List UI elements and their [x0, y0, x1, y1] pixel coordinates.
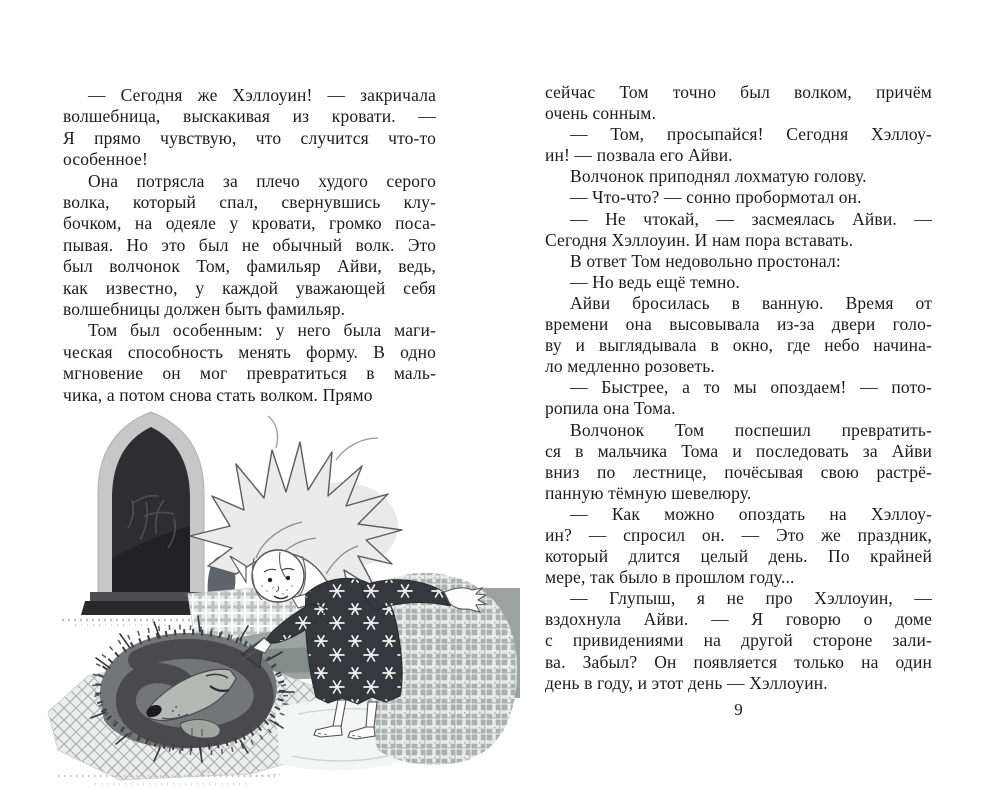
- text-line: ву и выглядывала в окно, где небо начина-: [545, 335, 932, 356]
- paragraph: [63, 85, 436, 171]
- text-line: сейчас Том точно был волком, причём: [545, 82, 932, 102]
- paragraph: [545, 588, 932, 693]
- text-line: Сегодня Хэллоуин. И нам пора вставать.: [545, 229, 854, 250]
- text-line: день в году, и этот день — Хэллоуин.: [545, 672, 828, 693]
- text-line: волка, который спал, свернувшись клу-: [63, 192, 436, 213]
- text-line: — Быстрее, а то мы опоздаем! — пото-: [570, 377, 932, 398]
- text-line: пывая. Но это был не обычный волк. Это: [63, 234, 436, 255]
- text-line: Она потрясла за плечо худого серого: [88, 170, 436, 191]
- paragraph: [545, 377, 932, 419]
- text-line: — Том, просыпайся! Сегодня Хэллоу-: [570, 124, 932, 145]
- paragraph: [63, 320, 436, 406]
- text-line: мере, так было в прошлом году...: [545, 567, 795, 588]
- text-line: очень сонным.: [545, 103, 656, 124]
- text-line: времени она высовывала из-за двери голо-: [545, 314, 932, 335]
- paragraph: [545, 251, 932, 272]
- paragraph: [545, 187, 932, 208]
- text-line: В ответ Том недовольно простонал:: [570, 250, 841, 271]
- text-line: Волчонок Том поспешил превратить-: [570, 419, 932, 440]
- text-line: чика, а потом снова стать волком. Прямо: [63, 384, 373, 405]
- text-line: волшебницы должен быть фамильяр.: [63, 299, 346, 320]
- paragraph: [545, 82, 932, 124]
- text-line: волшебница, выскакивая из кровати. —: [63, 106, 436, 127]
- paragraph: [545, 504, 932, 588]
- paragraph: [545, 272, 932, 293]
- text-line: был волчонок Том, фамильяр Айви, ведь,: [63, 256, 436, 277]
- text-line: с привидениями на другой стороне зали-: [545, 630, 932, 651]
- paragraph: [545, 293, 932, 377]
- paragraph: [545, 420, 932, 504]
- paragraph: [63, 171, 436, 321]
- illustration-witch-and-wolf: [40, 408, 520, 794]
- text-line: ва. Забыл? Он появляется только на один: [545, 651, 932, 672]
- text-line: ропила она Тома.: [545, 398, 676, 419]
- text-line: — Глупыш, я не про Хэллоуин, —: [570, 588, 932, 609]
- text-line: особенное!: [63, 149, 148, 170]
- paragraph: [545, 166, 932, 187]
- text-line: ин! — позвала его Айви.: [545, 145, 733, 166]
- text-line: Том был особенным: у него была маги-: [88, 320, 436, 341]
- text-line: ся в мальчика Тома и последовать за Айви: [545, 440, 932, 461]
- text-line: — Как можно опоздать на Хэллоу-: [570, 503, 932, 524]
- paragraph: [545, 209, 932, 251]
- text-line: панную тёмную шевелюру.: [545, 482, 752, 503]
- text-line: ло медленно розоветь.: [545, 356, 715, 377]
- text-line: вздохнула Айви. — Я говорю о доме: [545, 609, 932, 630]
- text-line: как известно, у каждой уважающей себя: [63, 277, 436, 298]
- text-line: вниз по лестнице, почёсывая свою растрё-: [545, 461, 932, 482]
- girl-face: [252, 550, 304, 602]
- text-line: Я прямо чувствую, что случится что-то: [63, 127, 436, 148]
- left-text-column: [63, 85, 436, 406]
- paragraph: [545, 124, 932, 166]
- page-number: 9: [734, 700, 743, 719]
- text-line: ческая способность менять форму. В одно: [63, 341, 436, 362]
- text-line: — Не чтокай, — засмеялась Айви. —: [570, 208, 932, 229]
- text-line: — Сегодня же Хэллоуин! — закричала: [88, 85, 436, 105]
- text-line: Волчонок приподнял лохматую голову.: [570, 166, 867, 187]
- right-text-column: [545, 82, 932, 694]
- text-line: бочком, на одеяле у кровати, громко поса-: [63, 213, 436, 234]
- text-line: — Но ведь ещё темно.: [570, 271, 740, 292]
- text-line: мгновение он мог превратиться в маль-: [63, 363, 436, 384]
- text-line: — Что-что? — сонно пробормотал он.: [570, 187, 862, 208]
- text-line: который длится целый день. По крайней: [545, 546, 932, 567]
- gothic-window-icon: [62, 412, 213, 625]
- text-line: ин? — спросил он. — Это же праздник,: [545, 524, 932, 545]
- text-line: Айви бросилась в ванную. Время от: [570, 292, 932, 313]
